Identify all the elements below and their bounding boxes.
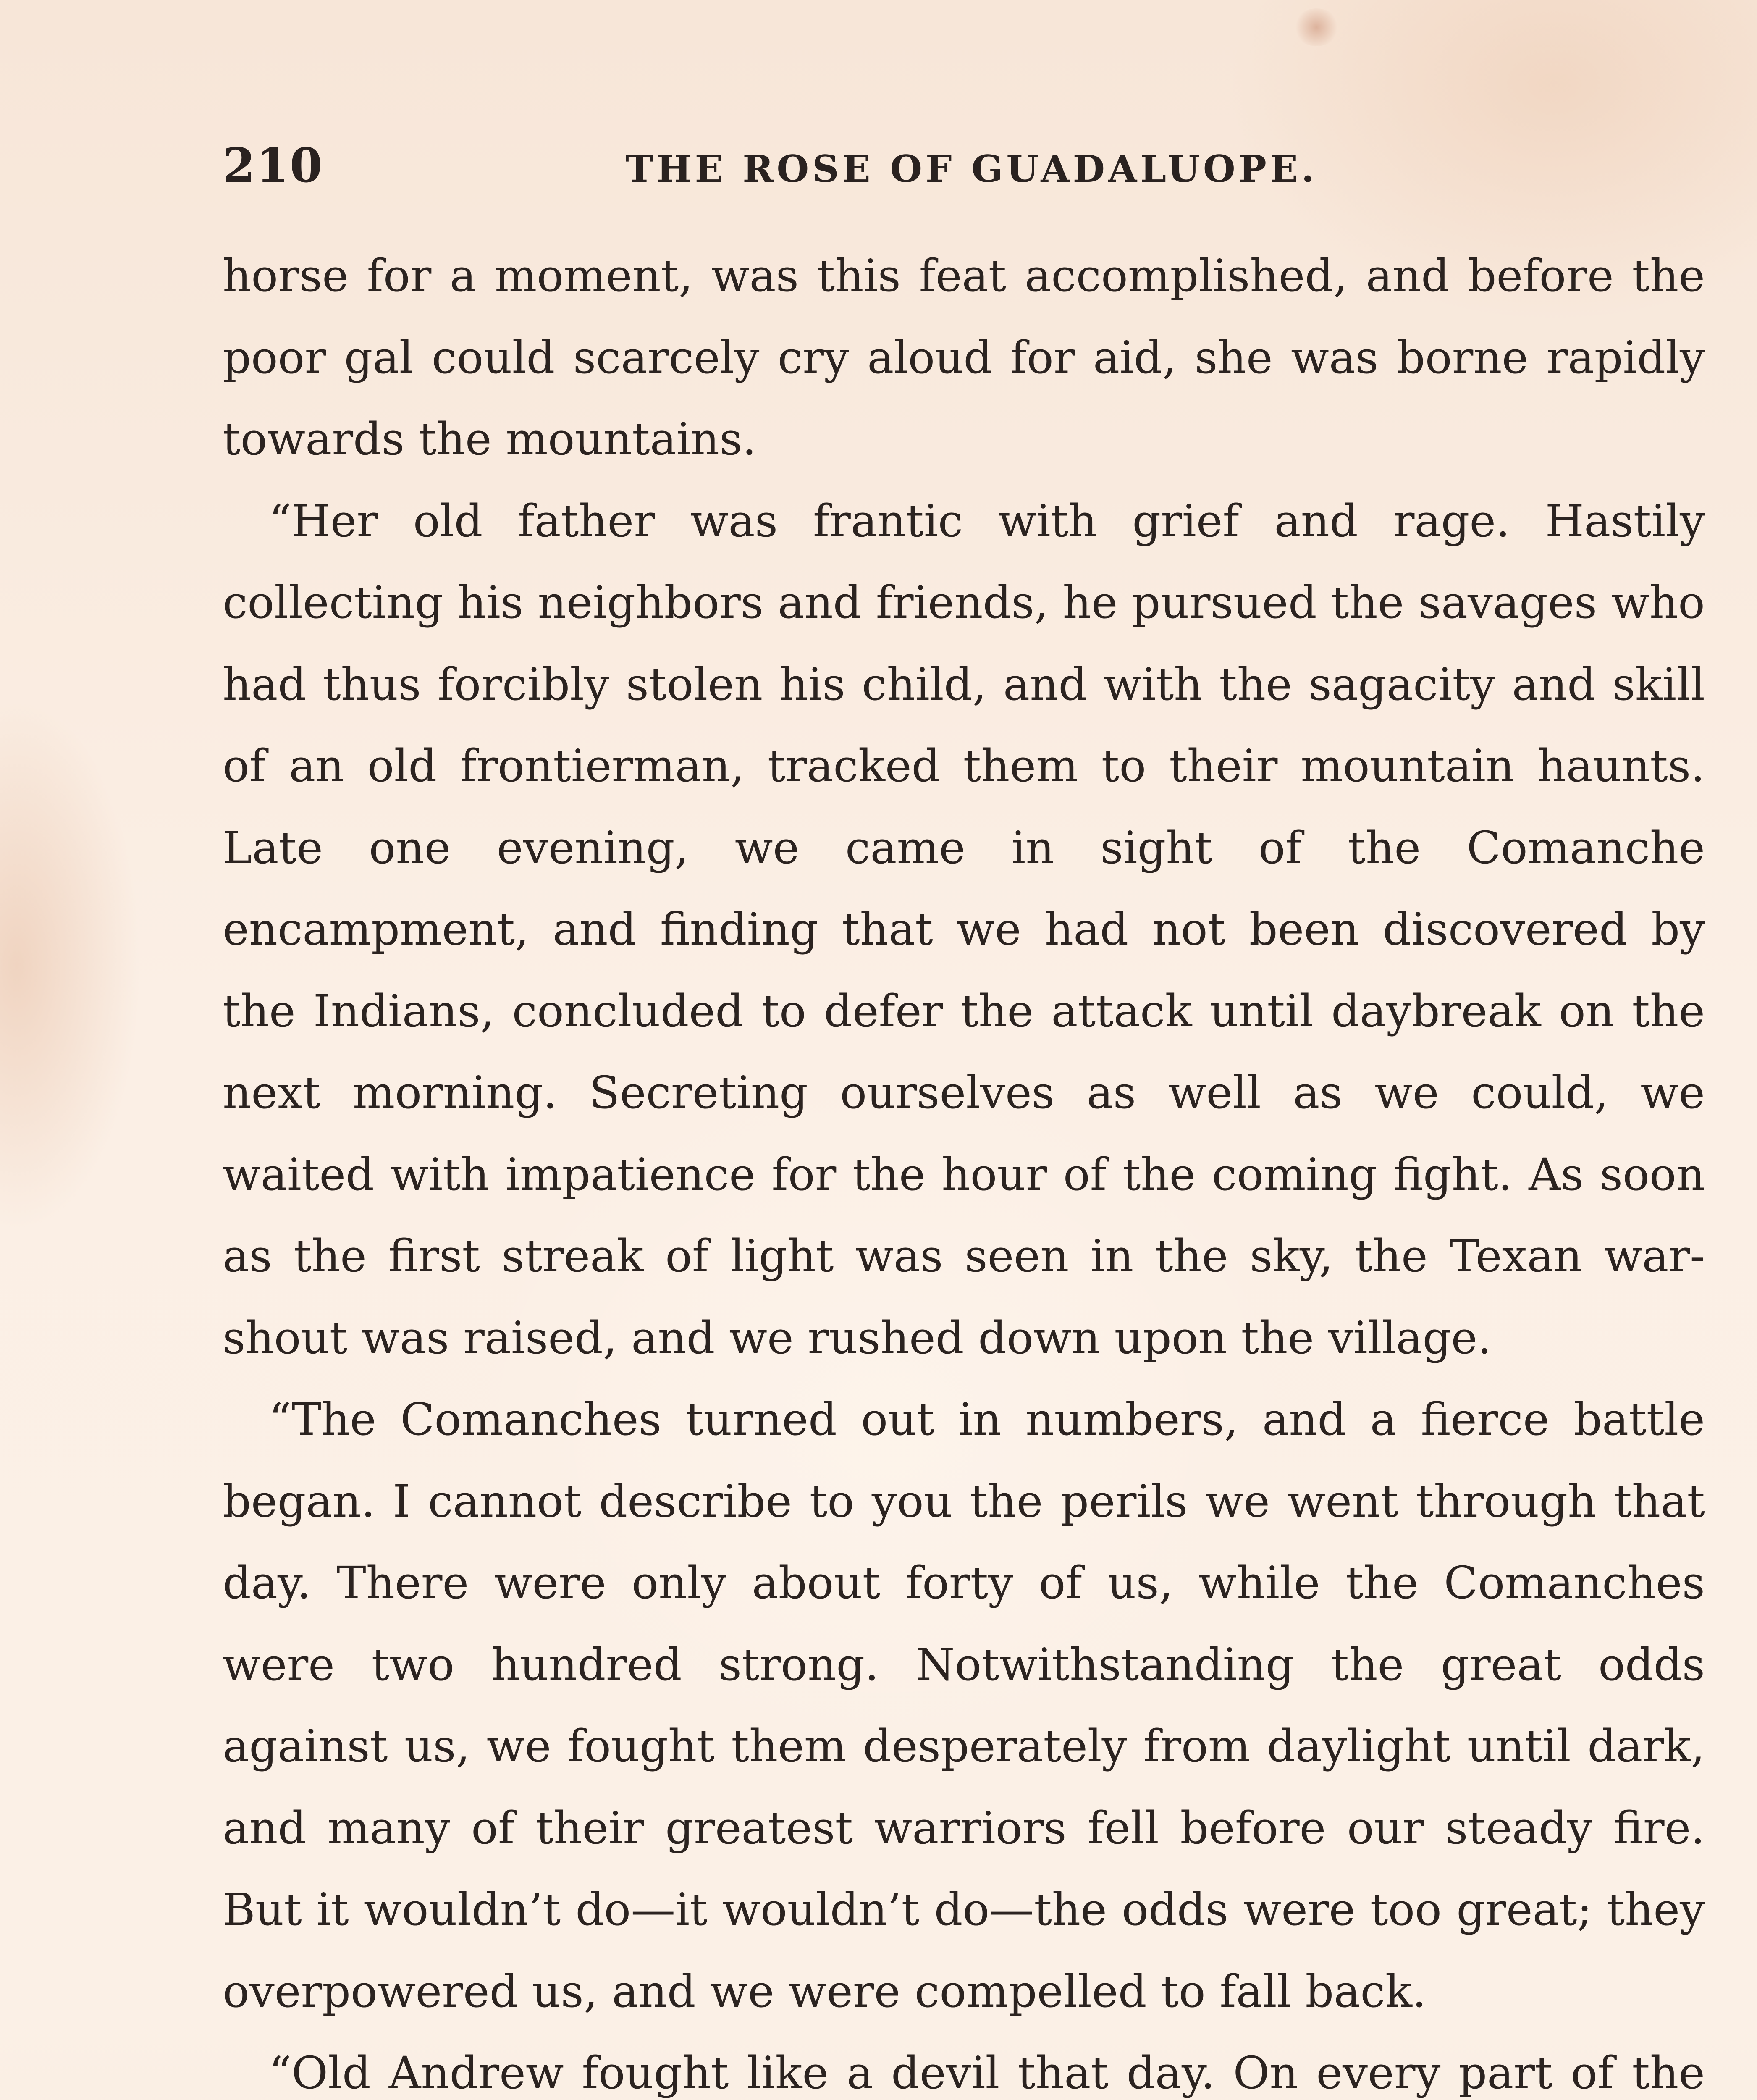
running-header	[223, 134, 1705, 197]
paragraph: horse for a moment, was this feat accomplished, and before the poor gal could scarcely cry aloud for aid, she was borne rapidly towards the mountains.	[223, 250, 1705, 465]
paper-stain	[1293, 8, 1340, 46]
paragraph: “Her old father was frantic with grief and rage. Hastily collecting his neighbors and friends, he pursued the savages who had thus forcibly stolen his child, and with the sagacity and skill of an old frontierman, tracked them to their mountain haunts. Late one evening, we came in sight of the Comanche encampment, and finding that we had not been discovered by the Indians, concluded to defer the attack until daybreak on the next morning. Secreting ourselves as well as we could, we waited with impatience for the hour of the coming fight. As soon as the first streak of light was seen in the sky, the Texan war-shout was raised, and we rushed down upon the village.	[223, 495, 1705, 1364]
paragraph: “The Comanches turned out in numbers, and a fierce battle began. I cannot describe to you the perils we went through that day. There were only about forty of us, while the Comanches were two hundred strong. Notwithstanding the great odds against us, we fought them desperately from daylight until dark, and many of their greatest warriors fell before our steady fire. But it wouldn’t do—it wouldn’t do—the odds were too great; they overpowered us, and we were compelled to fall back.	[223, 1394, 1705, 2017]
page-number: 210	[223, 138, 323, 193]
body-text	[223, 235, 1705, 2100]
running-title: THE ROSE OF GUADALUOPE.	[626, 147, 1318, 191]
paragraph: “Old Andrew fought like a devil that day. On every part of the	[269, 2047, 1705, 2099]
